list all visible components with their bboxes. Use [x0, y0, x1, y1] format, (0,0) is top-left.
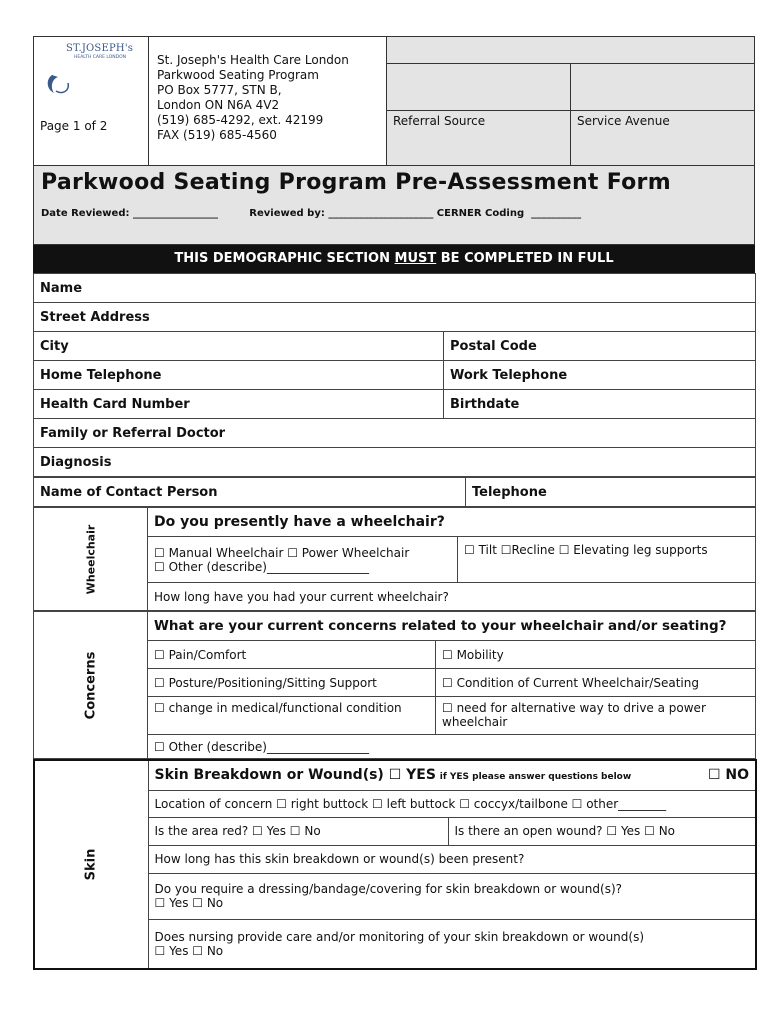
skin-yes-checkbox[interactable]: Skin Breakdown or Wound(s) ☐ YES — [154, 767, 436, 784]
concerns-question: What are your current concerns related to your wheelchair and/or seating? — [148, 612, 756, 641]
banner-text: THIS DEMOGRAPHIC SECTION — [174, 251, 395, 266]
banner-text-end: BE COMPLETED IN FULL — [436, 251, 614, 266]
diagnosis-field[interactable]: Diagnosis — [34, 448, 756, 477]
form-page — [33, 36, 755, 970]
org-line: London ON N6A 4V2 — [157, 98, 280, 112]
dressing-text: Do you require a dressing/bandage/covering for skin breakdown or wound(s)? — [154, 882, 622, 896]
referral-box — [387, 37, 754, 165]
referral-source-label: Referral Source — [393, 114, 486, 128]
demographic-table — [33, 273, 756, 477]
logo-text: ST.JOSEPH's — [66, 43, 134, 54]
health-card-field[interactable]: Health Card Number — [34, 390, 444, 419]
concerns-section — [33, 611, 756, 759]
birthdate-field[interactable]: Birthdate — [444, 390, 756, 419]
wheelchair-label: Wheelchair — [83, 524, 97, 595]
mobility-checkbox[interactable]: ☐ Mobility — [436, 641, 756, 669]
nursing-question[interactable] — [148, 919, 756, 969]
doctor-field[interactable]: Family or Referral Doctor — [34, 419, 756, 448]
location-options[interactable]: Location of concern ☐ right buttock ☐ left buttock ☐ coccyx/tailbone ☐ other________ — [148, 790, 756, 817]
form-header — [33, 36, 755, 166]
wheelchair-type-checkboxes[interactable]: ☐ Manual Wheelchair ☐ Power Wheelchair — [154, 545, 410, 560]
wheelchair-duration-field[interactable]: How long have you had your current wheelchair? — [148, 583, 756, 611]
logo-subtext: HEALTH CARE LONDON — [74, 55, 127, 60]
org-line: FAX (519) 685-4560 — [157, 128, 277, 142]
postal-code-field[interactable]: Postal Code — [444, 332, 756, 361]
referral-source-field[interactable] — [387, 64, 570, 165]
dressing-question[interactable] — [148, 873, 756, 919]
wheelchair-section — [33, 507, 756, 611]
contact-table — [33, 477, 756, 507]
wheelchair-section-label — [34, 508, 148, 611]
nursing-text: Does nursing provide care and/or monitoring of your skin breakdown or wound(s) — [154, 929, 645, 944]
work-telephone-field[interactable]: Work Telephone — [444, 361, 756, 390]
service-avenue-field[interactable] — [570, 64, 754, 165]
skin-section — [33, 759, 757, 970]
org-line: (519) 685-4292, ext. 42199 — [157, 113, 324, 127]
skin-note: if YES please answer questions below — [439, 772, 632, 783]
home-telephone-field[interactable]: Home Telephone — [34, 361, 444, 390]
name-field[interactable]: Name — [34, 274, 756, 303]
org-line: Parkwood Seating Program — [157, 68, 319, 82]
alt-drive-checkbox[interactable]: ☐ need for alternative way to drive a power wheelchair — [436, 697, 756, 735]
open-wound-question[interactable]: Is there an open wound? ☐ Yes ☐ No — [448, 817, 756, 845]
st-josephs-logo-icon — [44, 69, 138, 99]
skin-section-label — [34, 760, 148, 969]
skin-label: Skin — [83, 848, 99, 881]
header-logo-cell — [34, 37, 149, 165]
org-address — [149, 37, 387, 165]
pain-comfort-checkbox[interactable]: ☐ Pain/Comfort — [148, 641, 436, 669]
demographic-banner — [33, 245, 755, 273]
contact-telephone-field[interactable]: Telephone — [466, 478, 756, 507]
concerns-other-field[interactable]: ☐ Other (describe)_________________ — [148, 735, 756, 759]
wheelchair-other-field[interactable]: ☐ Other (describe)_________________ — [154, 559, 369, 574]
wound-duration-field[interactable]: How long has this skin breakdown or wound(s) been present? — [148, 845, 756, 873]
dressing-options[interactable]: ☐ Yes ☐ No — [154, 896, 224, 910]
wheelchair-question: Do you presently have a wheelchair? — [148, 508, 756, 537]
service-avenue-label: Service Avenue — [577, 114, 670, 128]
posture-checkbox[interactable]: ☐ Posture/Positioning/Sitting Support — [148, 669, 436, 697]
city-field[interactable]: City — [34, 332, 444, 361]
wheelchair-feature-options[interactable]: ☐ Tilt ☐Recline ☐ Elevating leg supports — [458, 537, 756, 583]
org-line: St. Joseph's Health Care London — [157, 53, 349, 67]
concerns-label: Concerns — [83, 651, 98, 719]
medical-change-checkbox[interactable]: ☐ change in medical/functional condition — [148, 697, 436, 735]
street-address-field[interactable]: Street Address — [34, 303, 756, 332]
skin-question[interactable] — [148, 760, 756, 790]
concerns-section-label — [34, 612, 148, 759]
contact-person-field[interactable]: Name of Contact Person — [34, 478, 466, 507]
form-title: Parkwood Seating Program Pre-Assessment Form — [41, 170, 671, 195]
nursing-options[interactable]: ☐ Yes ☐ No — [154, 943, 224, 958]
review-line: Date Reviewed: _________________ Reviewed by: _____________________ CERNER Coding __________ — [41, 208, 582, 219]
area-red-question[interactable]: Is the area red? ☐ Yes ☐ No — [148, 817, 448, 845]
org-line: PO Box 5777, STN B, — [157, 83, 282, 97]
title-block — [33, 166, 755, 245]
wheelchair-type-options[interactable] — [148, 537, 458, 583]
skin-no-checkbox[interactable]: ☐ NO — [707, 767, 750, 784]
condition-checkbox[interactable]: ☐ Condition of Current Wheelchair/Seating — [436, 669, 756, 697]
banner-must: MUST — [394, 251, 437, 266]
page-number: Page 1 of 2 — [40, 119, 108, 133]
